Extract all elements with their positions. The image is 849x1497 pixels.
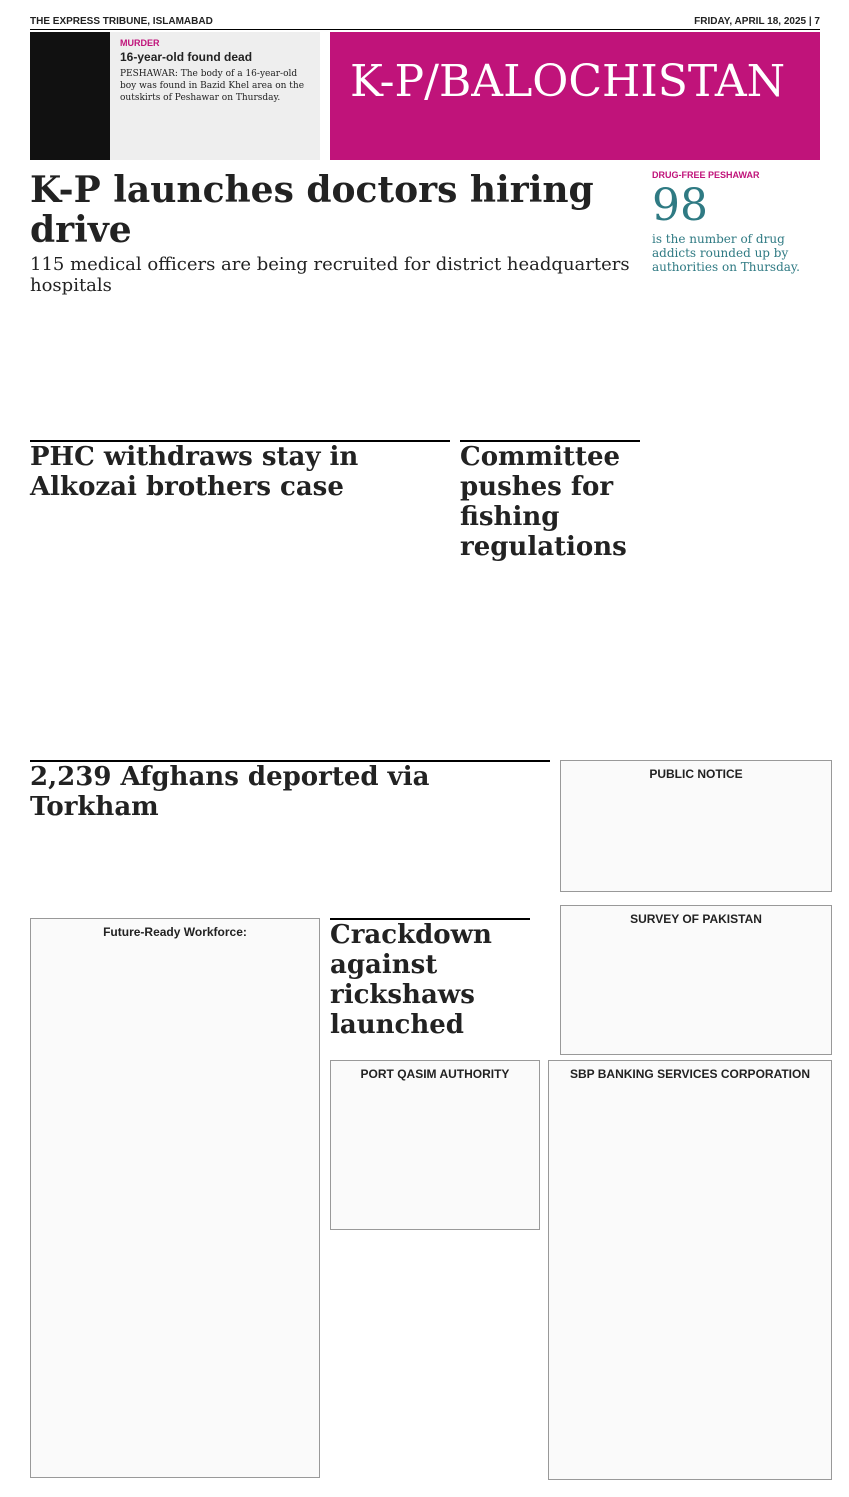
side-briefs xyxy=(652,170,832,274)
fish-section xyxy=(460,440,640,562)
side-text: is the number of drug addicts rounded up by authorities on Thursday. xyxy=(652,232,800,274)
lead-story xyxy=(30,169,640,296)
brief-text: PESHAWAR: The body of a 16-year-old boy was found in Bazid Khel area on the outskirts of Peshawar on Thursday. xyxy=(120,69,305,103)
brief-murder xyxy=(30,32,320,160)
ad-sbp xyxy=(548,1060,832,1480)
phc-section xyxy=(30,440,450,502)
section-masthead: K-P/BALOCHISTAN xyxy=(330,32,820,160)
lead-headline: K-P launches doctors hiring drive xyxy=(30,169,594,251)
ad-redamco-title: PUBLIC NOTICE xyxy=(649,767,743,781)
brief-headline: 16-year-old found dead xyxy=(120,50,253,64)
afghans-headline: 2,239 Afghans deported via Torkham xyxy=(30,762,430,822)
rickshaw-headline: Crackdown against rickshaws launched xyxy=(330,920,492,1040)
brief-kicker: MURDER xyxy=(120,38,160,48)
ad-redamco xyxy=(560,760,832,892)
lead-subhead: 115 medical officers are being recruited for district headquarters hospitals xyxy=(30,254,630,296)
fish-headline: Committee pushes for fishing regulations xyxy=(460,442,627,562)
ad-survey-title: SURVEY OF PAKISTAN xyxy=(630,912,762,926)
ad-sbp-title: SBP BANKING SERVICES CORPORATION xyxy=(569,1067,811,1081)
afghans-section xyxy=(30,760,550,822)
phc-headline: PHC withdraws stay in Alkozai brothers case xyxy=(30,442,359,502)
rickshaw-section xyxy=(330,918,530,1040)
page-date: FRIDAY, APRIL 18, 2025 | 7 xyxy=(694,16,820,27)
ad-pqa xyxy=(330,1060,540,1230)
side-kicker: DRUG-FREE PESHAWAR xyxy=(652,170,760,180)
ad-pqa-title: PORT QASIM AUTHORITY xyxy=(360,1067,510,1081)
runner-image xyxy=(30,32,110,160)
paper-title: THE EXPRESS TRIBUNE, ISLAMABAD xyxy=(30,16,213,27)
ad-tvet-title: Future-Ready Workforce: xyxy=(103,925,247,939)
side-number: 98 xyxy=(652,180,708,231)
ad-tvet xyxy=(30,918,320,1478)
ad-survey xyxy=(560,905,832,1055)
top-bar xyxy=(30,16,820,30)
